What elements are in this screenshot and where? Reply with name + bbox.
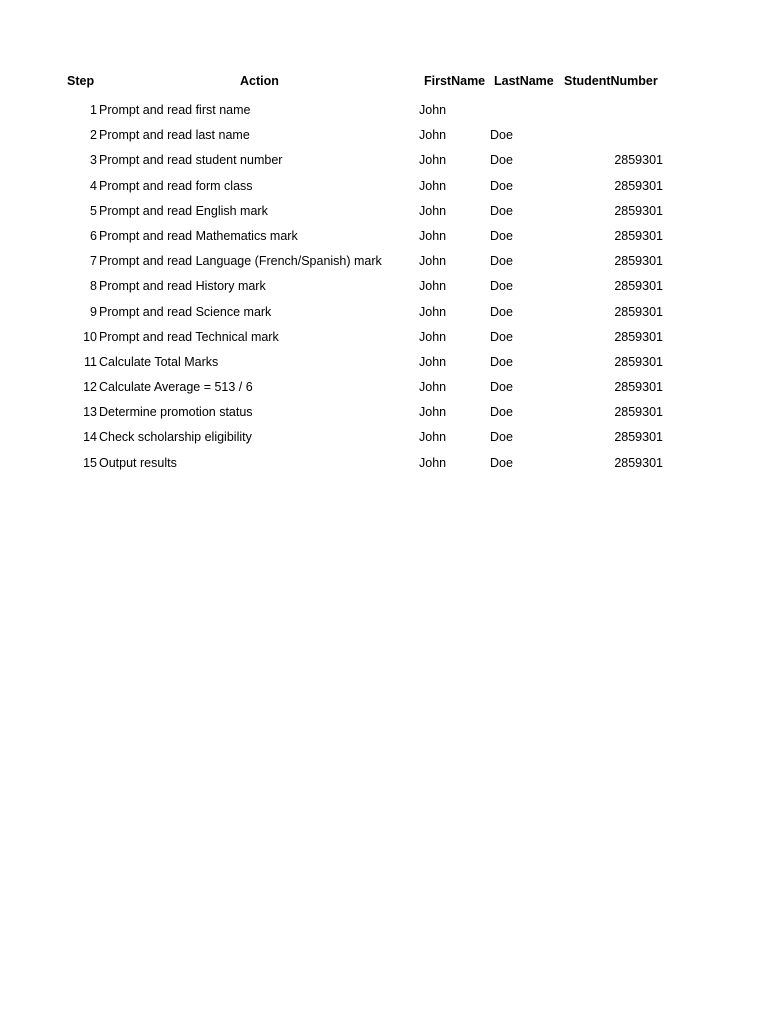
cell-student-number: 2859301 [614, 430, 663, 445]
cell-step: 3 [90, 153, 97, 168]
table-header-row [0, 72, 768, 90]
cell-action: Calculate Total Marks [99, 354, 219, 369]
table-row [0, 328, 768, 353]
cell-action: Check scholarship eligibility [99, 430, 252, 445]
header-student-number: StudentNumber [564, 74, 658, 88]
cell-first-name: John [419, 279, 447, 294]
cell-action: Prompt and read Language (French/Spanish) mark [99, 254, 382, 269]
cell-student-number: 2859301 [614, 254, 663, 269]
cell-last-name: Doe [490, 178, 513, 193]
cell-last-name: Doe [490, 405, 513, 420]
cell-step: 8 [90, 279, 97, 294]
table-row [0, 454, 768, 479]
cell-action: Prompt and read student number [99, 153, 283, 168]
cell-action: Prompt and read first name [99, 103, 251, 117]
cell-last-name: Doe [490, 304, 513, 319]
cell-student-number: 2859301 [614, 329, 663, 344]
cell-first-name: John [419, 128, 447, 143]
table-row [0, 101, 768, 126]
cell-last-name: Doe [490, 128, 513, 143]
cell-first-name: John [419, 254, 447, 269]
cell-action: Determine promotion status [99, 405, 253, 420]
cell-action: Prompt and read form class [99, 178, 253, 193]
cell-student-number: 2859301 [614, 279, 663, 294]
cell-student-number: 2859301 [614, 153, 663, 168]
cell-first-name: John [419, 354, 447, 369]
cell-last-name: Doe [490, 254, 513, 269]
cell-action: Prompt and read Mathematics mark [99, 228, 298, 243]
cell-student-number: 2859301 [614, 178, 663, 193]
cell-first-name: John [419, 430, 447, 445]
cell-first-name: John [419, 455, 447, 470]
cell-last-name: Doe [490, 380, 513, 395]
cell-action: Prompt and read last name [99, 128, 250, 143]
cell-last-name: Doe [490, 329, 513, 344]
cell-first-name: John [419, 405, 447, 420]
table-row [0, 227, 768, 252]
cell-student-number: 2859301 [614, 354, 663, 369]
cell-last-name: Doe [490, 455, 513, 470]
table-row [0, 403, 768, 428]
cell-last-name: Doe [490, 279, 513, 294]
header-action: Action [240, 74, 279, 88]
cell-last-name: Doe [490, 354, 513, 369]
cell-step: 5 [90, 203, 97, 218]
cell-action: Prompt and read English mark [99, 203, 268, 218]
cell-action: Prompt and read Science mark [99, 304, 272, 319]
cell-last-name: Doe [490, 430, 513, 445]
table-row [0, 126, 768, 151]
table-row [0, 303, 768, 328]
table-row [0, 277, 768, 302]
cell-step: 7 [90, 254, 97, 269]
cell-step: 4 [90, 178, 97, 193]
cell-last-name: Doe [490, 203, 513, 218]
cell-student-number: 2859301 [614, 380, 663, 395]
cell-first-name: John [419, 329, 447, 344]
table-row [0, 202, 768, 227]
cell-action: Calculate Average = 513 / 6 [99, 380, 253, 395]
cell-first-name: John [419, 153, 447, 168]
cell-first-name: John [419, 103, 447, 117]
cell-first-name: John [419, 178, 447, 193]
cell-action: Output results [99, 455, 177, 470]
cell-student-number: 2859301 [614, 228, 663, 243]
table-row [0, 252, 768, 277]
cell-step: 10 [83, 329, 97, 344]
table-row [0, 353, 768, 378]
table-body [0, 101, 768, 479]
cell-step: 15 [83, 455, 97, 470]
table-row [0, 428, 768, 453]
cell-step: 13 [83, 405, 97, 420]
cell-first-name: John [419, 380, 447, 395]
header-first-name: FirstName [424, 74, 486, 88]
cell-step: 6 [90, 228, 97, 243]
cell-last-name: Doe [490, 153, 513, 168]
cell-step: 2 [90, 128, 97, 143]
table-row [0, 177, 768, 202]
cell-last-name: Doe [490, 228, 513, 243]
cell-first-name: John [419, 228, 447, 243]
cell-step: 11 [84, 354, 97, 369]
cell-first-name: John [419, 203, 447, 218]
cell-student-number: 2859301 [614, 304, 663, 319]
header-last-name: LastName [494, 74, 554, 88]
cell-student-number: 2859301 [614, 455, 663, 470]
header-step: Step [67, 74, 95, 88]
cell-step: 12 [83, 380, 97, 395]
cell-first-name: John [419, 304, 447, 319]
cell-student-number: 2859301 [614, 203, 663, 218]
cell-action: Prompt and read Technical mark [99, 329, 279, 344]
cell-student-number: 2859301 [614, 405, 663, 420]
cell-step: 9 [90, 304, 97, 319]
table-row [0, 151, 768, 176]
table-row [0, 378, 768, 403]
cell-step: 1 [90, 103, 97, 117]
cell-step: 14 [83, 430, 97, 445]
cell-action: Prompt and read History mark [99, 279, 266, 294]
